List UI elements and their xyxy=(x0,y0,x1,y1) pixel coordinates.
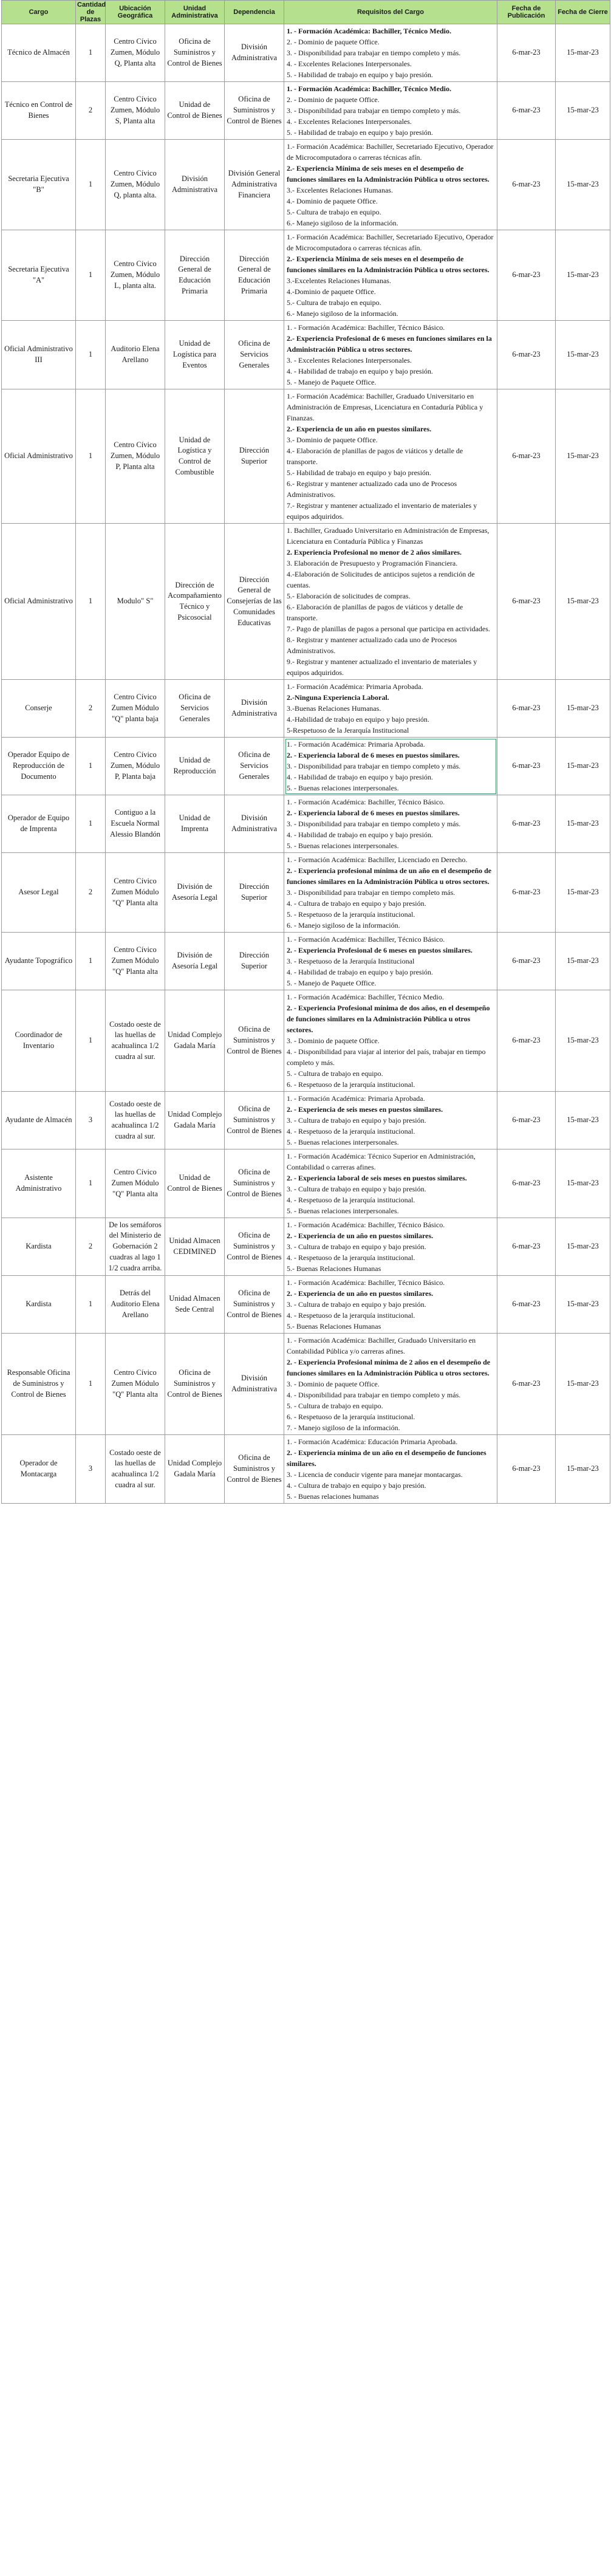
requirement-line: 4. - Excelentes Relaciones Interpersonales. xyxy=(287,60,412,68)
requirement-line: 4. - Excelentes Relaciones Interpersonales. xyxy=(287,117,412,126)
cell-dependencia: Oficina de Suministros y Control de Bienes xyxy=(225,1218,284,1276)
table-row xyxy=(2,933,610,990)
requirement-line: 2.- Experiencia de un año en puestos similares. xyxy=(287,425,432,433)
cell-ubicacion: Costado oeste de las huellas de acahualinca 1/2 cuadra al sur. xyxy=(106,1435,165,1504)
cell-plazas: 2 xyxy=(76,853,106,933)
requirement-line: 3.-Buenas Relaciones Humanas. xyxy=(287,704,381,713)
cell-plazas: 1 xyxy=(76,1276,106,1334)
cell-unidad: Unidad Almacen Sede Central xyxy=(165,1276,225,1334)
requirement-line: 3. - Cultura de trabajo en equipo y bajo presión. xyxy=(287,1300,426,1309)
cell-fecha-publicacion: 6-mar-23 xyxy=(497,853,556,933)
cell-plazas: 1 xyxy=(76,321,106,389)
cell-dependencia: Oficina de Suministros y Control de Bienes xyxy=(225,1276,284,1334)
header-dependencia: Dependencia xyxy=(225,1,284,24)
cell-cargo: Asesor Legal xyxy=(2,853,76,933)
cell-fecha-cierre: 15-mar-23 xyxy=(556,1276,610,1334)
table-row xyxy=(2,82,610,140)
cell-requisitos xyxy=(284,230,497,321)
requirement-line: 2.- Experiencia Profesional de 6 meses en funciones similares en la Administración Pública u otros sectores. xyxy=(287,334,492,354)
header-fecha-publicacion: Fecha de Publicación xyxy=(497,1,556,24)
requirement-line: 5.- Habilidad de trabajo en equipo y bajo presión. xyxy=(287,468,431,477)
cell-dependencia: Dirección General de Consejerías de las Comunidades Educativas xyxy=(225,524,284,680)
cell-fecha-publicacion: 6-mar-23 xyxy=(497,24,556,82)
cell-unidad: Unidad Complejo Gadala María xyxy=(165,1092,225,1149)
cell-requisitos xyxy=(284,82,497,140)
header-requisitos: Requisitos del Cargo xyxy=(284,1,497,24)
cell-ubicacion: Centro Cívico Zumen, Módulo P, Planta alta xyxy=(106,389,165,524)
requirement-line: 5. - Buenas relaciones humanas xyxy=(287,1492,379,1501)
requirement-line: 4.- Dominio de paquete Office. xyxy=(287,197,378,205)
cell-requisitos xyxy=(284,1276,497,1334)
cell-requisitos xyxy=(284,933,497,990)
cell-fecha-publicacion: 6-mar-23 xyxy=(497,990,556,1092)
cell-ubicacion: De los semáforos del Ministerio de Gobernación 2 cuadras al lago 1 1/2 cuadra arriba. xyxy=(106,1218,165,1276)
requirement-line: 2. - Experiencia de un año en puestos similares. xyxy=(287,1231,434,1240)
cell-dependencia: División Administrativa xyxy=(225,24,284,82)
cell-unidad: Oficina de Suministros y Control de Bienes xyxy=(165,1334,225,1435)
cell-cargo: Operador Equipo de Reproducción de Documento xyxy=(2,738,76,795)
requirement-line: 1. - Formación Académica: Bachiller, Técnico Básico. xyxy=(287,323,445,332)
cell-fecha-cierre: 15-mar-23 xyxy=(556,795,610,853)
requirement-line: 3.-Excelentes Relaciones Humanas. xyxy=(287,276,391,285)
cell-plazas: 1 xyxy=(76,24,106,82)
requirement-line: 1. - Formación Académica: Bachiller, Técnico Básico. xyxy=(287,1278,445,1287)
cell-ubicacion: Centro Cívico Zumen Módulo "Q" Planta alta xyxy=(106,933,165,990)
table-row xyxy=(2,1149,610,1218)
cell-cargo: Operador de Equipo de Imprenta xyxy=(2,795,76,853)
requirement-line: 4. - Disponibilidad para viajar al interior del país, trabajar en tiempo completo y más. xyxy=(287,1047,486,1067)
requirement-line: 4. - Habilidad de trabajo en equipo y bajo presión. xyxy=(287,831,433,839)
header-plazas: Cantidad de Plazas xyxy=(76,1,106,24)
cell-fecha-publicacion: 6-mar-23 xyxy=(497,524,556,680)
cell-plazas: 1 xyxy=(76,738,106,795)
requirement-line: 3. - Respetuoso de la Jerarquía Institucional xyxy=(287,957,415,965)
cell-fecha-cierre: 15-mar-23 xyxy=(556,853,610,933)
cell-plazas: 3 xyxy=(76,1435,106,1504)
table-row xyxy=(2,990,610,1092)
requirement-line: 2.- Experiencia Mínima de seis meses en el desempeño de funciones similares en la Administración Pública u otros sectores. xyxy=(287,255,490,274)
cell-cargo: Asistente Administrativo xyxy=(2,1149,76,1218)
cell-unidad: Unidad de Logística para Eventos xyxy=(165,321,225,389)
header-unidad: Unidad Administrativa xyxy=(165,1,225,24)
cell-dependencia: Oficina de Suministros y Control de Bienes xyxy=(225,1149,284,1218)
cell-fecha-publicacion: 6-mar-23 xyxy=(497,795,556,853)
requirement-line: 5.- Buenas Relaciones Humanas xyxy=(287,1264,381,1273)
requirement-line: 1. - Formación Académica: Bachiller, Técnico Medio. xyxy=(287,993,444,1001)
cell-unidad: Unidad Almacen CEDIMINED xyxy=(165,1218,225,1276)
requirement-line: 1. - Formación Académica: Bachiller, Graduado Universitario en Contabilidad Pública y/o carreras afines. xyxy=(287,1336,476,1355)
requirement-line: 2.-Ninguna Experiencia Laboral. xyxy=(287,693,389,702)
requirement-line: 7. - Manejo sigiloso de la información. xyxy=(287,1423,400,1432)
cell-requisitos xyxy=(284,795,497,853)
requirement-line: 6.- Manejo sigiloso de la información. xyxy=(287,219,398,227)
requirement-line: 1. - Formación Académica: Primaria Aprobada. xyxy=(287,740,425,748)
cell-fecha-cierre: 15-mar-23 xyxy=(556,1092,610,1149)
cell-ubicacion: Centro Cívico Zumen, Módulo Q, planta alta. xyxy=(106,140,165,230)
requirement-line: 2. - Experiencia Profesional de 6 meses en puestos similares. xyxy=(287,946,473,954)
cell-cargo: Técnico en Control de Bienes xyxy=(2,82,76,140)
cell-unidad: Unidad de Control de Bienes xyxy=(165,82,225,140)
requirement-line: 4. - Respetuoso de la jerarquía institucional. xyxy=(287,1253,415,1262)
cell-fecha-cierre: 15-mar-23 xyxy=(556,24,610,82)
requirement-line: 2. - Experiencia de un año en puestos similares. xyxy=(287,1289,434,1298)
cell-fecha-publicacion: 6-mar-23 xyxy=(497,933,556,990)
requirement-line: 6.- Manejo sigiloso de la información. xyxy=(287,309,398,318)
cell-dependencia: Dirección Superior xyxy=(225,933,284,990)
cell-unidad: División de Asesoría Legal xyxy=(165,933,225,990)
cell-ubicacion: Auditorio Elena Arellano xyxy=(106,321,165,389)
requirement-line: 3. - Disponibilidad para trabajar en tiempo completo más. xyxy=(287,888,456,897)
cell-plazas: 1 xyxy=(76,1334,106,1435)
requirement-line: 1. - Formación Académica: Educación Primaria Aprobada. xyxy=(287,1437,458,1446)
requirement-line: 1.- Formación Académica: Bachiller, Secretariado Ejecutivo, Operador de Microcomputadora o carreras técnicas afín. xyxy=(287,233,494,252)
requirement-line: 3.- Excelentes Relaciones Humanas. xyxy=(287,186,393,194)
cell-requisitos xyxy=(284,321,497,389)
cell-cargo: Oficial Administrativo xyxy=(2,524,76,680)
cell-fecha-publicacion: 6-mar-23 xyxy=(497,140,556,230)
requirement-line: 5. - Habilidad de trabajo en equipo y bajo presión. xyxy=(287,128,433,137)
table-row xyxy=(2,680,610,738)
cell-requisitos xyxy=(284,853,497,933)
requirement-line: 1. - Formación Académica: Bachiller, Licenciado en Derecho. xyxy=(287,855,468,864)
cell-requisitos xyxy=(284,1435,497,1504)
requirement-line: 1.- Formación Académica: Bachiller, Secretariado Ejecutivo, Operador de Microcomputadora o carreras técnicas afín. xyxy=(287,142,494,162)
cell-cargo: Secretaria Ejecutiva "B" xyxy=(2,140,76,230)
cell-plazas: 1 xyxy=(76,795,106,853)
cell-ubicacion: Centro Cívico Zumen, Módulo S, Planta alta xyxy=(106,82,165,140)
requirement-line: 5. - Cultura de trabajo en equipo. xyxy=(287,1069,383,1078)
cell-cargo: Oficial Administrativo xyxy=(2,389,76,524)
cell-ubicacion: Centro Cívico Zumen Módulo "Q" Planta alta xyxy=(106,1334,165,1435)
cell-ubicacion: Centro Cívico Zumen, Módulo L, planta alta. xyxy=(106,230,165,321)
requirement-line: 1. - Formación Académica: Bachiller, Técnico Básico. xyxy=(287,1221,445,1229)
cell-unidad: Unidad de Control de Bienes xyxy=(165,1149,225,1218)
cell-unidad: Unidad de Logística y Control de Combustible xyxy=(165,389,225,524)
requirement-line: 4.-Dominio de paquete Office. xyxy=(287,287,376,296)
requirement-line: 3. - Disponibilidad para trabajar en tiempo completo y más. xyxy=(287,820,461,828)
cell-dependencia: Oficina de Suministros y Control de Bienes xyxy=(225,82,284,140)
requirement-line: 4.-Elaboración de Solicitudes de anticipos sujetos a rendición de cuentas. xyxy=(287,570,475,589)
requirement-line: 6.- Elaboración de planillas de pagos de viáticos y detalle de transporte. xyxy=(287,603,463,622)
cell-cargo: Conserje xyxy=(2,680,76,738)
cell-fecha-cierre: 15-mar-23 xyxy=(556,321,610,389)
cell-plazas: 1 xyxy=(76,1149,106,1218)
requirement-line: 1. - Formación Académica: Bachiller, Técnico Básico. xyxy=(287,798,445,806)
requirement-line: 2.- Experiencia Mínima de seis meses en el desempeño de funciones similares en la Administración Pública u otros sectores. xyxy=(287,164,490,183)
cell-requisitos xyxy=(284,680,497,738)
cell-dependencia: Dirección Superior xyxy=(225,389,284,524)
requirement-line: 3. - Cultura de trabajo en equipo y bajo presión. xyxy=(287,1242,426,1251)
requirement-line: 5.- Elaboración de solicitudes de compras. xyxy=(287,592,411,600)
cell-dependencia: Dirección General de Educación Primaria xyxy=(225,230,284,321)
cell-fecha-publicacion: 6-mar-23 xyxy=(497,1218,556,1276)
cell-fecha-cierre: 15-mar-23 xyxy=(556,990,610,1092)
table-row xyxy=(2,1334,610,1435)
table-row xyxy=(2,524,610,680)
requirement-line: 5.- Buenas Relaciones Humanas xyxy=(287,1322,381,1331)
table-row xyxy=(2,1092,610,1149)
requirement-line: 3.- Dominio de paquete Office. xyxy=(287,436,378,444)
requirement-line: 3. - Disponibilidad para trabajar en tiempo completo y más. xyxy=(287,106,461,115)
header-ubicacion: Ubicación Geográfica xyxy=(106,1,165,24)
cell-plazas: 2 xyxy=(76,82,106,140)
requirement-line: 5. - Buenas relaciones interpersonales. xyxy=(287,784,399,792)
requirement-line: 1. - Formación Académica: Técnico Superior en Administración, Contabilidad o carreras afines. xyxy=(287,1152,476,1171)
cell-fecha-publicacion: 6-mar-23 xyxy=(497,1092,556,1149)
cell-ubicacion: Centro Cívico Zumen Módulo "Q" Planta alta xyxy=(106,853,165,933)
header-cargo: Cargo xyxy=(2,1,76,24)
cell-unidad: Unidad de Imprenta xyxy=(165,795,225,853)
cell-dependencia: División Administrativa xyxy=(225,680,284,738)
table-row xyxy=(2,795,610,853)
cell-cargo: Ayudante de Almacén xyxy=(2,1092,76,1149)
cell-plazas: 1 xyxy=(76,140,106,230)
requirement-line: 4. - Cultura de trabajo en equipo y bajo presión. xyxy=(287,899,426,908)
requirement-line: 2. - Experiencia de seis meses en puestos similares. xyxy=(287,1105,443,1114)
cell-cargo: Ayudante Topográfico xyxy=(2,933,76,990)
requirement-line: 5. - Cultura de trabajo en equipo. xyxy=(287,1402,383,1410)
requirement-line: 4. - Respetuoso de la jerarquía institucional. xyxy=(287,1311,415,1320)
cell-dependencia: Oficina de Suministros y Control de Bienes xyxy=(225,990,284,1092)
cell-fecha-cierre: 15-mar-23 xyxy=(556,140,610,230)
requirement-line: 2. - Experiencia mínima de un año en el desempeño de funciones similares. xyxy=(287,1448,486,1468)
requirement-line: 5.- Cultura de trabajo en equipo. xyxy=(287,298,381,307)
requirement-line: 8.- Registrar y mantener actualizado cada uno de Procesos Administrativos. xyxy=(287,635,457,655)
cell-cargo: Operador de Montacarga xyxy=(2,1435,76,1504)
requirement-line: 5. - Habilidad de trabajo en equipo y bajo presión. xyxy=(287,70,433,79)
cell-fecha-cierre: 15-mar-23 xyxy=(556,524,610,680)
cell-unidad: Unidad de Reproducción xyxy=(165,738,225,795)
requirement-line: 3. - Disponibilidad para trabajar en tiempo completo y más. xyxy=(287,762,461,770)
table-body xyxy=(2,24,610,1504)
cell-fecha-cierre: 15-mar-23 xyxy=(556,230,610,321)
cell-fecha-cierre: 15-mar-23 xyxy=(556,933,610,990)
requirement-line: 4.-Habilidad de trabajo en equipo y bajo presión. xyxy=(287,715,429,724)
cell-plazas: 1 xyxy=(76,230,106,321)
requirement-line: 4. - Respetuoso de la jerarquía institucional. xyxy=(287,1196,415,1204)
requirement-line: 5. - Buenas relaciones interpersonales. xyxy=(287,841,399,850)
requirement-line: 1. Bachiller, Graduado Universitario en Administración de Empresas, Licenciatura en Contaduría Pública y Finanzas xyxy=(287,526,490,546)
requirement-line: 3. - Licencia de conducir vigente para manejar montacargas. xyxy=(287,1470,463,1479)
requirement-line: 5-Respetuoso de la Jerarquía Institucional xyxy=(287,726,409,735)
cell-fecha-cierre: 15-mar-23 xyxy=(556,1435,610,1504)
requirement-line: 1.- Formación Académica: Bachiller, Graduado Universitario en Administración de Empresas, Licenciatura en Contaduría Pública y Finanzas. xyxy=(287,392,483,422)
cell-dependencia: División Administrativa xyxy=(225,1334,284,1435)
cell-requisitos xyxy=(284,738,497,795)
cell-plazas: 2 xyxy=(76,1218,106,1276)
cell-fecha-publicacion: 6-mar-23 xyxy=(497,321,556,389)
requirement-line: 6. - Respetuoso de la jerarquía institucional. xyxy=(287,1080,415,1089)
cell-requisitos xyxy=(284,1334,497,1435)
table-row xyxy=(2,1276,610,1334)
vacancies-table xyxy=(1,0,610,1504)
cell-requisitos xyxy=(284,1149,497,1218)
requirement-line: 2. - Experiencia laboral de 6 meses en puestos similares. xyxy=(287,809,460,817)
requirement-line: 2. - Dominio de paquete Office. xyxy=(287,38,380,46)
cell-plazas: 3 xyxy=(76,1092,106,1149)
cell-fecha-publicacion: 6-mar-23 xyxy=(497,230,556,321)
cell-fecha-cierre: 15-mar-23 xyxy=(556,738,610,795)
requirement-line: 1.- Formación Académica: Primaria Aprobada. xyxy=(287,682,423,691)
cell-unidad: Dirección de Acompañamiento Técnico y Psicosocial xyxy=(165,524,225,680)
cell-unidad: Oficina de Suministros y Control de Bienes xyxy=(165,24,225,82)
requirement-line: 4. - Respetuoso de la jerarquía institucional. xyxy=(287,1127,415,1136)
cell-fecha-publicacion: 6-mar-23 xyxy=(497,738,556,795)
cell-unidad: Unidad Complejo Gadala María xyxy=(165,990,225,1092)
requirement-line: 3. - Disponibilidad para trabajar en tiempo completo y más. xyxy=(287,49,461,57)
table-row xyxy=(2,738,610,795)
cell-ubicacion: Centro Cívico Zumen, Módulo Q, Planta alta xyxy=(106,24,165,82)
cell-cargo: Kardista xyxy=(2,1218,76,1276)
requirement-line: 1. - Formación Académica: Bachiller, Técnico Medio. xyxy=(287,84,451,93)
cell-fecha-cierre: 15-mar-23 xyxy=(556,1218,610,1276)
requirement-line: 4. - Disponibilidad para trabajar en tiempo completo y más. xyxy=(287,1391,461,1399)
requirement-line: 2. - Experiencia laboral de seis meses en puestos similares. xyxy=(287,1174,467,1182)
cell-dependencia: Oficina de Suministros y Control de Bienes xyxy=(225,1435,284,1504)
cell-fecha-publicacion: 6-mar-23 xyxy=(497,82,556,140)
cell-cargo: Oficial Administrativo III xyxy=(2,321,76,389)
cell-cargo: Kardista xyxy=(2,1276,76,1334)
cell-plazas: 1 xyxy=(76,990,106,1092)
requirement-line: 5.- Cultura de trabajo en equipo. xyxy=(287,208,381,216)
requirement-line: 4. - Habilidad de trabajo en equipo y bajo presión. xyxy=(287,773,433,781)
table-row xyxy=(2,1435,610,1504)
requirement-line: 2. - Experiencia profesional mínima de un año en el desempeño de funciones similares en la Administración Pública u otros sectores. xyxy=(287,866,492,886)
requirement-line: 7.- Pago de planillas de pagos a personal que participa en actividades. xyxy=(287,625,490,633)
requirement-line: 2. - Experiencia laboral de 6 meses en puestos similares. xyxy=(287,751,460,759)
requirement-line: 3. - Cultura de trabajo en equipo y bajo presión. xyxy=(287,1185,426,1193)
cell-dependencia: División General Administrativa Financiera xyxy=(225,140,284,230)
cell-fecha-publicacion: 6-mar-23 xyxy=(497,1149,556,1218)
requirement-line: 3. Elaboración de Presupuesto y Programación Financiera. xyxy=(287,559,458,567)
cell-fecha-cierre: 15-mar-23 xyxy=(556,82,610,140)
requirement-line: 7.- Registrar y mantener actualizado el inventario de materiales y equipos adquiridos. xyxy=(287,501,477,521)
requirement-line: 3. - Cultura de trabajo en equipo y bajo presión. xyxy=(287,1116,426,1125)
requirement-line: 3. - Dominio de paquete Office. xyxy=(287,1380,380,1388)
requirement-line: 2. - Experiencia Profesional mínima de 2 años en el desempeño de funciones similares en la Administración Pública u otros sectores. xyxy=(287,1358,491,1377)
requirement-line: 4. - Habilidad de trabajo en equipo y bajo presión. xyxy=(287,968,433,976)
cell-unidad: Unidad Complejo Gadala María xyxy=(165,1435,225,1504)
requirement-line: 2. - Experiencia Profesional mínima de dos años, en el desempeño de funciones similares en la Administración Pública u otros sectores. xyxy=(287,1004,490,1034)
requirement-line: 6. - Manejo sigiloso de la información. xyxy=(287,921,400,930)
requirement-line: 6.- Registrar y mantener actualizado cada uno de Procesos Administrativos. xyxy=(287,479,457,499)
cell-unidad: División de Asesoría Legal xyxy=(165,853,225,933)
requirement-line: 5. - Buenas relaciones interpersonales. xyxy=(287,1138,399,1146)
cell-ubicacion: Detrás del Auditorio Elena Arellano xyxy=(106,1276,165,1334)
requirement-line: 5. - Buenas relaciones interpersonales. xyxy=(287,1207,399,1215)
requirement-line: 4.- Elaboración de planillas de pagos de viáticos y detalle de transporte. xyxy=(287,447,463,466)
cell-requisitos xyxy=(284,1218,497,1276)
table-row xyxy=(2,140,610,230)
cell-requisitos xyxy=(284,389,497,524)
header-row xyxy=(2,1,610,24)
cell-requisitos xyxy=(284,524,497,680)
cell-fecha-publicacion: 6-mar-23 xyxy=(497,1276,556,1334)
requirement-line: 6. - Respetuoso de la jerarquía institucional. xyxy=(287,1413,415,1421)
table-row xyxy=(2,230,610,321)
header-fecha-cierre: Fecha de Cierre xyxy=(556,1,610,24)
cell-fecha-publicacion: 6-mar-23 xyxy=(497,1334,556,1435)
cell-dependencia: Oficina de Servicios Generales xyxy=(225,321,284,389)
cell-unidad: Oficina de Servicios Generales xyxy=(165,680,225,738)
cell-requisitos xyxy=(284,140,497,230)
cell-requisitos xyxy=(284,990,497,1092)
table-row xyxy=(2,321,610,389)
table-row xyxy=(2,853,610,933)
cell-plazas: 1 xyxy=(76,524,106,680)
cell-ubicacion: Centro Cívico Zumen Módulo "Q" planta baja xyxy=(106,680,165,738)
requirement-line: 2. - Dominio de paquete Office. xyxy=(287,95,380,104)
cell-fecha-cierre: 15-mar-23 xyxy=(556,389,610,524)
requirement-line: 4. - Cultura de trabajo en equipo y bajo presión. xyxy=(287,1481,426,1490)
cell-ubicacion: Costado oeste de las huellas de acahualinca 1/2 cuadra al sur. xyxy=(106,1092,165,1149)
cell-fecha-cierre: 15-mar-23 xyxy=(556,1334,610,1435)
cell-unidad: Dirección General de Educación Primaria xyxy=(165,230,225,321)
requirement-line: 5. - Respetuoso de la jerarquía institucional. xyxy=(287,910,415,919)
requirement-line: 3. - Excelentes Relaciones Interpersonales. xyxy=(287,356,412,365)
cell-dependencia: Dirección Superior xyxy=(225,853,284,933)
requirement-line: 3. - Dominio de paquete Office. xyxy=(287,1036,380,1045)
cell-dependencia: División Administrativa xyxy=(225,795,284,853)
table-row xyxy=(2,1218,610,1276)
cell-ubicacion: Centro Cívico Zumen Módulo "Q" Planta alta xyxy=(106,1149,165,1218)
cell-requisitos xyxy=(284,24,497,82)
requirement-line: 2. Experiencia Profesional no menor de 2 años similares. xyxy=(287,548,462,557)
cell-fecha-cierre: 15-mar-23 xyxy=(556,680,610,738)
requirement-line: 5. - Manejo de Paquete Office. xyxy=(287,979,377,987)
cell-ubicacion: Modulo" S" xyxy=(106,524,165,680)
cell-requisitos xyxy=(284,1092,497,1149)
cell-cargo: Secretaria Ejecutiva "A" xyxy=(2,230,76,321)
cell-dependencia: Oficina de Suministros y Control de Bienes xyxy=(225,1092,284,1149)
cell-ubicacion: Costado oeste de las huellas de acahualinca 1/2 cuadra al sur. xyxy=(106,990,165,1092)
requirement-line: 1. - Formación Académica: Primaria Aprobada. xyxy=(287,1094,425,1103)
table-row xyxy=(2,389,610,524)
cell-plazas: 1 xyxy=(76,933,106,990)
cell-plazas: 2 xyxy=(76,680,106,738)
requirement-line: 9.- Registrar y mantener actualizado el inventario de materiales y equipos adquiridos. xyxy=(287,657,477,677)
cell-unidad: División Administrativa xyxy=(165,140,225,230)
cell-cargo: Técnico de Almacén xyxy=(2,24,76,82)
cell-cargo: Responsable Oficina de Suministros y Control de Bienes xyxy=(2,1334,76,1435)
cell-fecha-publicacion: 6-mar-23 xyxy=(497,389,556,524)
table-row xyxy=(2,24,610,82)
cell-plazas: 1 xyxy=(76,389,106,524)
cell-cargo: Coordinador de Inventario xyxy=(2,990,76,1092)
requirement-line: 5. - Manejo de Paquete Office. xyxy=(287,378,377,386)
cell-fecha-publicacion: 6-mar-23 xyxy=(497,1435,556,1504)
requirement-line: 1. - Formación Académica: Bachiller, Técnico Básico. xyxy=(287,935,445,944)
cell-ubicacion: Centro Cívico Zumen, Módulo P, Planta baja xyxy=(106,738,165,795)
cell-ubicacion: Contiguo a la Escuela Normal Alessio Blandón xyxy=(106,795,165,853)
cell-fecha-cierre: 15-mar-23 xyxy=(556,1149,610,1218)
requirement-line: 4. - Habilidad de trabajo en equipo y bajo presión. xyxy=(287,367,433,375)
cell-dependencia: Oficina de Servicios Generales xyxy=(225,738,284,795)
requirement-line: 1. - Formación Académica: Bachiller, Técnico Medio. xyxy=(287,27,451,35)
cell-fecha-publicacion: 6-mar-23 xyxy=(497,680,556,738)
